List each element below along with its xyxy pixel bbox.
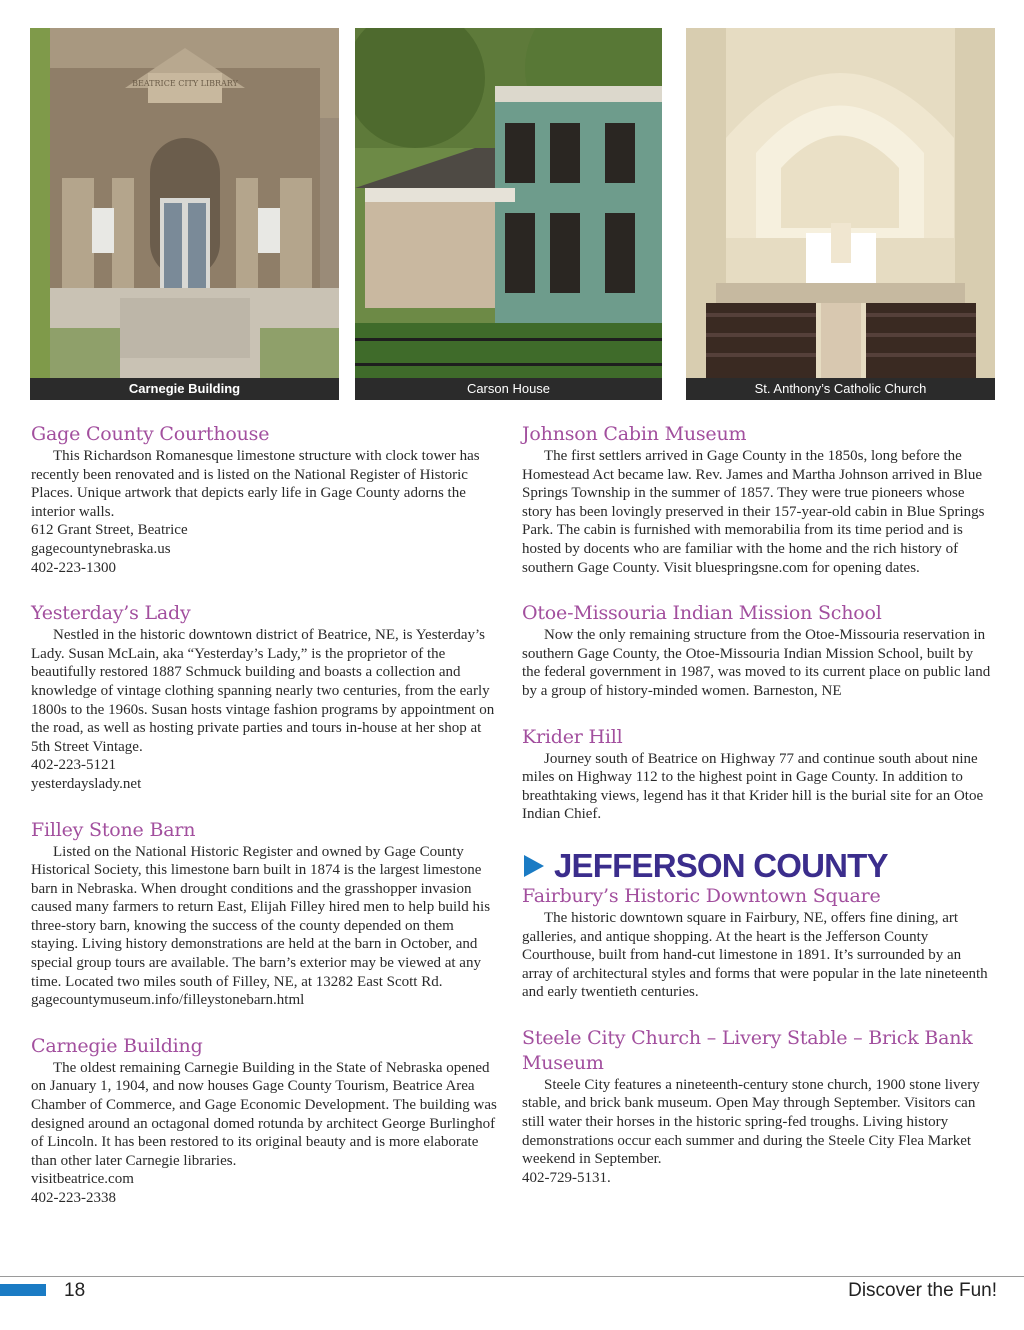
entry-paragraph: The first settlers arrived in Gage County in the 1850s, long before the Homestead Act became law. Rev. James and Martha Johnson arrived in Blue Springs Township in the summer of 1857. They were true pioneers whose story has been lovingly preserved in their 157-year-old cabin in Blue Springs Park. The cabin is furnished with memorabilia from its time period and is hosted by docents who are familiar with the home and the rich history of southern Gage County. Visit bluespringsne.com for opening dates. — [522, 448, 985, 576]
entry-website[interactable]: gagecountynebraska.us — [31, 540, 171, 557]
carnegie-building-image — [30, 28, 339, 378]
entry-body — [522, 750, 992, 824]
entry-title: Filley Stone Barn — [31, 818, 196, 841]
entry-body — [31, 843, 501, 1010]
entry-johnson-cabin-museum — [522, 422, 992, 577]
photo-carnegie-building — [30, 28, 339, 400]
photo-caption: Carnegie Building — [30, 378, 339, 400]
entry-paragraph: Nestled in the historic downtown district of Beatrice, NE, is Yesterday’s Lady. Susan McLain, aka “Yesterday’s Lady,” is the proprietor of the beautifully restored 1887 Schmuck building and boasts a collection and knowledge of vintage clothing spanning nearly two centuries, from the early 1800s to the 1960s. Susan hosts vintage fashion programs by appointment on the road, as well as hosting private parties and tours in-house at her shop at 5th Street Vintage. — [31, 627, 495, 755]
left-column — [31, 422, 501, 1232]
entry-body — [31, 626, 501, 793]
st-anthonys-church-image — [686, 28, 995, 378]
entry-address: 612 Grant Street, Beatrice — [31, 522, 188, 539]
entry-paragraph: The historic downtown square in Fairbury, NE, offers fine dining, art galleries, and antique shopping. At the heart is the Jefferson County Courthouse, built from hand-cut limestone in 1891. It’s surrounded by an array of architectural styles and forms that were popular in the late nineteenth and early twentieth centuries. — [522, 909, 988, 1001]
entry-paragraph: The oldest remaining Carnegie Building in the State of Nebraska opened on January 1, 1904, and now houses Gage County Tourism, Beatrice Area Chamber of Commerce, and Gage Economic Development. The building was designed around an octagonal domed rotunda by architect George Burlinghof of Lincoln. It has been restored to its original beauty and is more elaborate than other later Carnegie libraries. — [31, 1059, 497, 1169]
county-title: JEFFERSON COUNTY — [554, 846, 888, 884]
entry-body — [31, 447, 501, 577]
entry-gage-county-courthouse — [31, 422, 501, 577]
entry-body — [31, 1059, 501, 1208]
entry-phone: 402-729-5131. — [522, 1169, 611, 1186]
entry-steele-city — [522, 1026, 992, 1188]
page-footer — [0, 1276, 1024, 1330]
play-arrow-icon — [524, 855, 544, 877]
entry-website[interactable]: gagecountymuseum.info/filleystonebarn.html — [31, 992, 305, 1009]
entry-title: Fairbury’s Historic Downtown Square — [522, 884, 881, 907]
entry-body — [522, 909, 992, 1002]
entry-paragraph: This Richardson Romanesque limestone structure with clock tower has recently been renovated and is listed on the National Register of Historic Places. Unique artwork that depicts early life in Gage County adorns the interior walls. — [31, 448, 480, 520]
entry-title: Gage County Courthouse — [31, 423, 270, 445]
entry-website[interactable]: yesterdayslady.net — [31, 775, 142, 792]
entry-yesterdays-lady — [31, 601, 501, 793]
entry-title: Carnegie Building — [31, 1034, 203, 1057]
entry-phone: 402-223-5121 — [31, 757, 116, 774]
entry-title: Yesterday’s Lady — [31, 602, 191, 625]
entry-paragraph: Journey south of Beatrice on Highway 77 and continue south about nine miles on Highway 112 to the highest point in Gage County. In addition to breathtaking views, legend has it that Krider hill is the burial site for an Otoe Indian Chief. — [522, 750, 984, 823]
page-number: 18 — [64, 1280, 86, 1301]
entry-filley-stone-barn — [31, 818, 501, 1010]
photo-carson-house — [355, 28, 662, 400]
footer-accent-bar — [0, 1284, 46, 1296]
library-sign-text: BEATRICE CITY LIBRARY — [132, 79, 238, 88]
entry-otoe-missouria-school — [522, 601, 992, 700]
entry-body — [522, 1076, 992, 1188]
entry-krider-hill — [522, 725, 992, 824]
right-column — [522, 422, 992, 1211]
photo-row — [30, 28, 995, 400]
entry-phone: 402-223-2338 — [31, 1190, 116, 1206]
entry-title: Otoe-Missouria Indian Mission School — [522, 602, 882, 625]
entry-paragraph: Now the only remaining structure from the Otoe-Missouria reservation in southern Gage County, the Otoe-Missouria Indian Mission School, built by the federal government in 1987, was moved to its current place on public land by a group of history-minded women. Barneston, NE — [522, 627, 991, 699]
entry-title: Steele City Church – Livery Stable – Brick Bank Museum — [522, 1026, 973, 1074]
footer-tagline: Discover the Fun! — [848, 1280, 997, 1301]
photo-st-anthonys-church — [686, 28, 995, 400]
entry-title: Johnson Cabin Museum — [522, 423, 747, 445]
photo-caption: St. Anthony’s Catholic Church — [686, 378, 995, 400]
entry-title: Krider Hill — [522, 725, 623, 748]
entry-website[interactable]: visitbeatrice.com — [31, 1171, 134, 1188]
entry-fairbury-square — [522, 884, 992, 1002]
entry-phone: 402-223-1300 — [31, 559, 116, 576]
entry-carnegie-building — [31, 1034, 501, 1208]
entry-body — [522, 447, 992, 577]
county-heading — [522, 848, 992, 884]
entry-paragraph: Listed on the National Historic Register and owned by Gage County Historical Society, this limestone barn built in 1874 is the largest limestone barn in Nebraska. When drought conditions and the grasshopper invasion caused many farmers to return East, Elijah Filley hired men to help build his three-story barn, knowing the success of the county depended on them staying. Living history demonstrations are held at the barn in October, and special group tours are available. The barn’s exterior may be viewed at any time. Located two miles south of Filley, NE, at 13282 East Scott Rd. — [31, 843, 491, 990]
carson-house-image — [355, 28, 662, 378]
footer-rule — [0, 1276, 1024, 1277]
entry-paragraph: Steele City features a nineteenth-century stone church, 1900 stone livery stable, and brick bank museum. Open May through September. Visitors can still water their horses in the historic spring-fed troughs. Living history demonstrations occur each summer and during the Steele City Flea Market weekend in September. — [522, 1076, 980, 1168]
photo-caption: Carson House — [355, 378, 662, 400]
entry-body — [522, 626, 992, 700]
